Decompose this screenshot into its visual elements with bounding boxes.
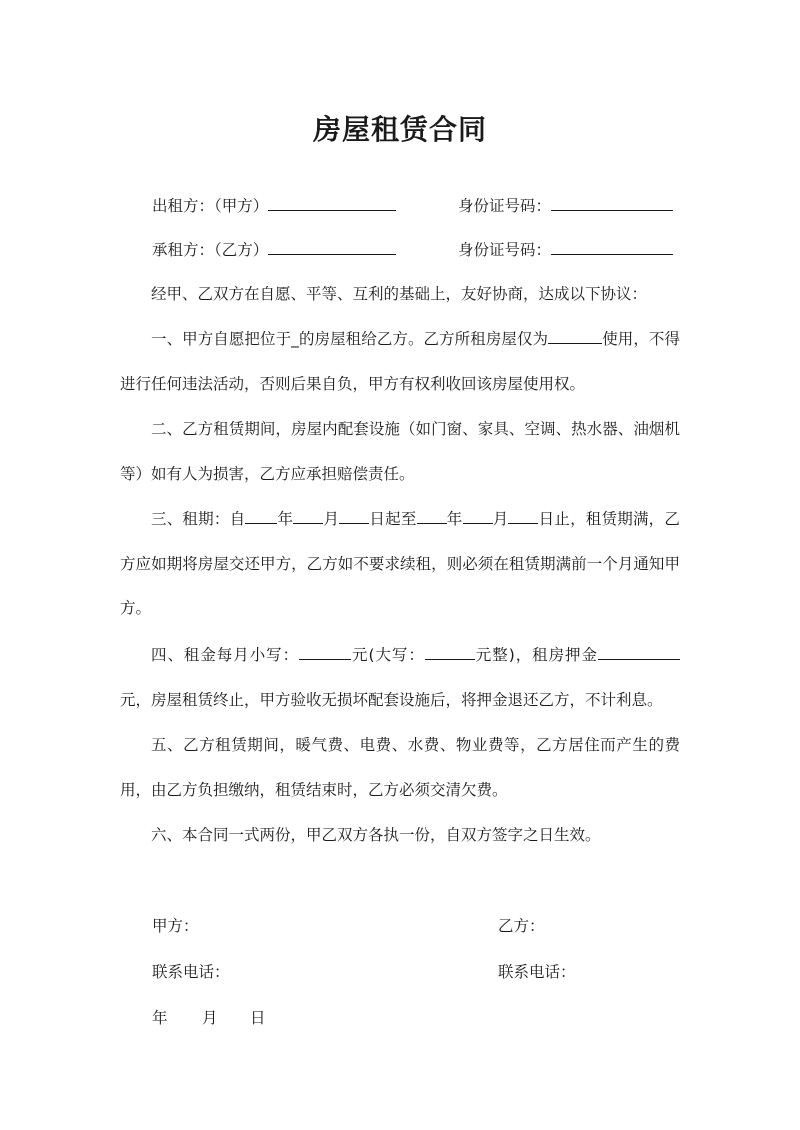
end-year-blank[interactable] bbox=[417, 509, 447, 524]
clause-6: 六、本合同一式两份，甲乙双方各执一份，自双方签字之日生效。 bbox=[151, 826, 601, 844]
lessor-id-line bbox=[458, 196, 673, 216]
clause-3 bbox=[120, 497, 680, 631]
party-b-phone-label: 联系电话： bbox=[498, 963, 576, 981]
clause-3-text-1: 三、租期：自 bbox=[151, 510, 246, 528]
rent-words-blank[interactable] bbox=[425, 645, 475, 660]
clause-1-text-a: 一、甲方自愿把位于_的房屋租给乙方。乙方所租房屋仅为 bbox=[151, 330, 549, 348]
clause-3-text-7: 日止，租赁期满，乙方应如期将房屋交还甲方，乙方如不要求续租，则必须在租赁期满前一个月通知甲方。 bbox=[120, 510, 680, 618]
clause-4-text-3: 元整)，租房押金 bbox=[474, 646, 598, 664]
rent-figure-blank[interactable] bbox=[299, 645, 351, 660]
party-b-signature-label: 乙方： bbox=[498, 917, 545, 935]
party-a-signature-label: 甲方： bbox=[152, 917, 199, 935]
clause-1-text-b: 使用，不得进行任何违法活动，否则后果自负，甲方有权利收回该房屋使用权。 bbox=[120, 330, 680, 393]
clause-4-text-1: 四、租金每月小写： bbox=[151, 646, 300, 664]
end-month-blank[interactable] bbox=[463, 509, 493, 524]
clause-1 bbox=[120, 317, 680, 406]
party-a-phone-label: 联系电话： bbox=[152, 963, 230, 981]
clause-3-text-3: 月 bbox=[323, 510, 340, 528]
clause-3-text-2: 年 bbox=[277, 510, 294, 528]
start-month-blank[interactable] bbox=[293, 509, 323, 524]
clause-5: 五、乙方租赁期间，暖气费、电费、水费、物业费等，乙方居住而产生的费用，由乙方负担缴纳，租赁结束时，乙方必须交清欠费。 bbox=[120, 736, 680, 799]
clause-3-text-6: 月 bbox=[492, 510, 509, 528]
lessee-label: 承租方：（乙方） bbox=[152, 241, 269, 259]
start-year-blank[interactable] bbox=[245, 509, 277, 524]
sign-date-year: 年 bbox=[152, 1009, 168, 1027]
clause-4-text-2: 元(大写： bbox=[351, 646, 425, 664]
clause-1-usage-blank[interactable] bbox=[548, 329, 602, 344]
lessee-id-label: 身份证号码： bbox=[458, 241, 552, 259]
lessor-id-blank[interactable] bbox=[551, 196, 673, 211]
lessor-name-blank[interactable] bbox=[268, 196, 396, 211]
clause-4 bbox=[120, 633, 680, 722]
clause-3-text-4: 日起至 bbox=[369, 510, 417, 528]
lessee-line bbox=[152, 240, 396, 260]
lessee-name-blank[interactable] bbox=[268, 240, 396, 255]
preamble: 经甲、乙双方在自愿、平等、互利的基础上，友好协商，达成以下协议： bbox=[151, 285, 648, 303]
clause-2: 二、乙方租赁期间，房屋内配套设施（如门窗、家具、空调、热水器、油烟机等）如有人为损害，乙方应承担赔偿责任。 bbox=[120, 420, 680, 483]
lessor-line bbox=[152, 196, 396, 216]
sign-date-day: 日 bbox=[250, 1009, 266, 1027]
sign-date-month: 月 bbox=[202, 1009, 218, 1027]
clause-3-text-5: 年 bbox=[446, 510, 463, 528]
lessor-id-label: 身份证号码： bbox=[458, 197, 552, 215]
document-title: 房屋租赁合同 bbox=[312, 113, 487, 146]
clause-4-text-4: 元，房屋租赁终止，甲方验收无损坏配套设施后，将押金退还乙方，不计利息。 bbox=[120, 690, 663, 709]
lessor-label: 出租方：（甲方） bbox=[152, 197, 269, 215]
deposit-blank[interactable] bbox=[598, 645, 680, 660]
start-day-blank[interactable] bbox=[339, 509, 369, 524]
lessee-id-blank[interactable] bbox=[551, 240, 673, 255]
lessee-id-line bbox=[458, 240, 673, 260]
end-day-blank[interactable] bbox=[508, 509, 538, 524]
